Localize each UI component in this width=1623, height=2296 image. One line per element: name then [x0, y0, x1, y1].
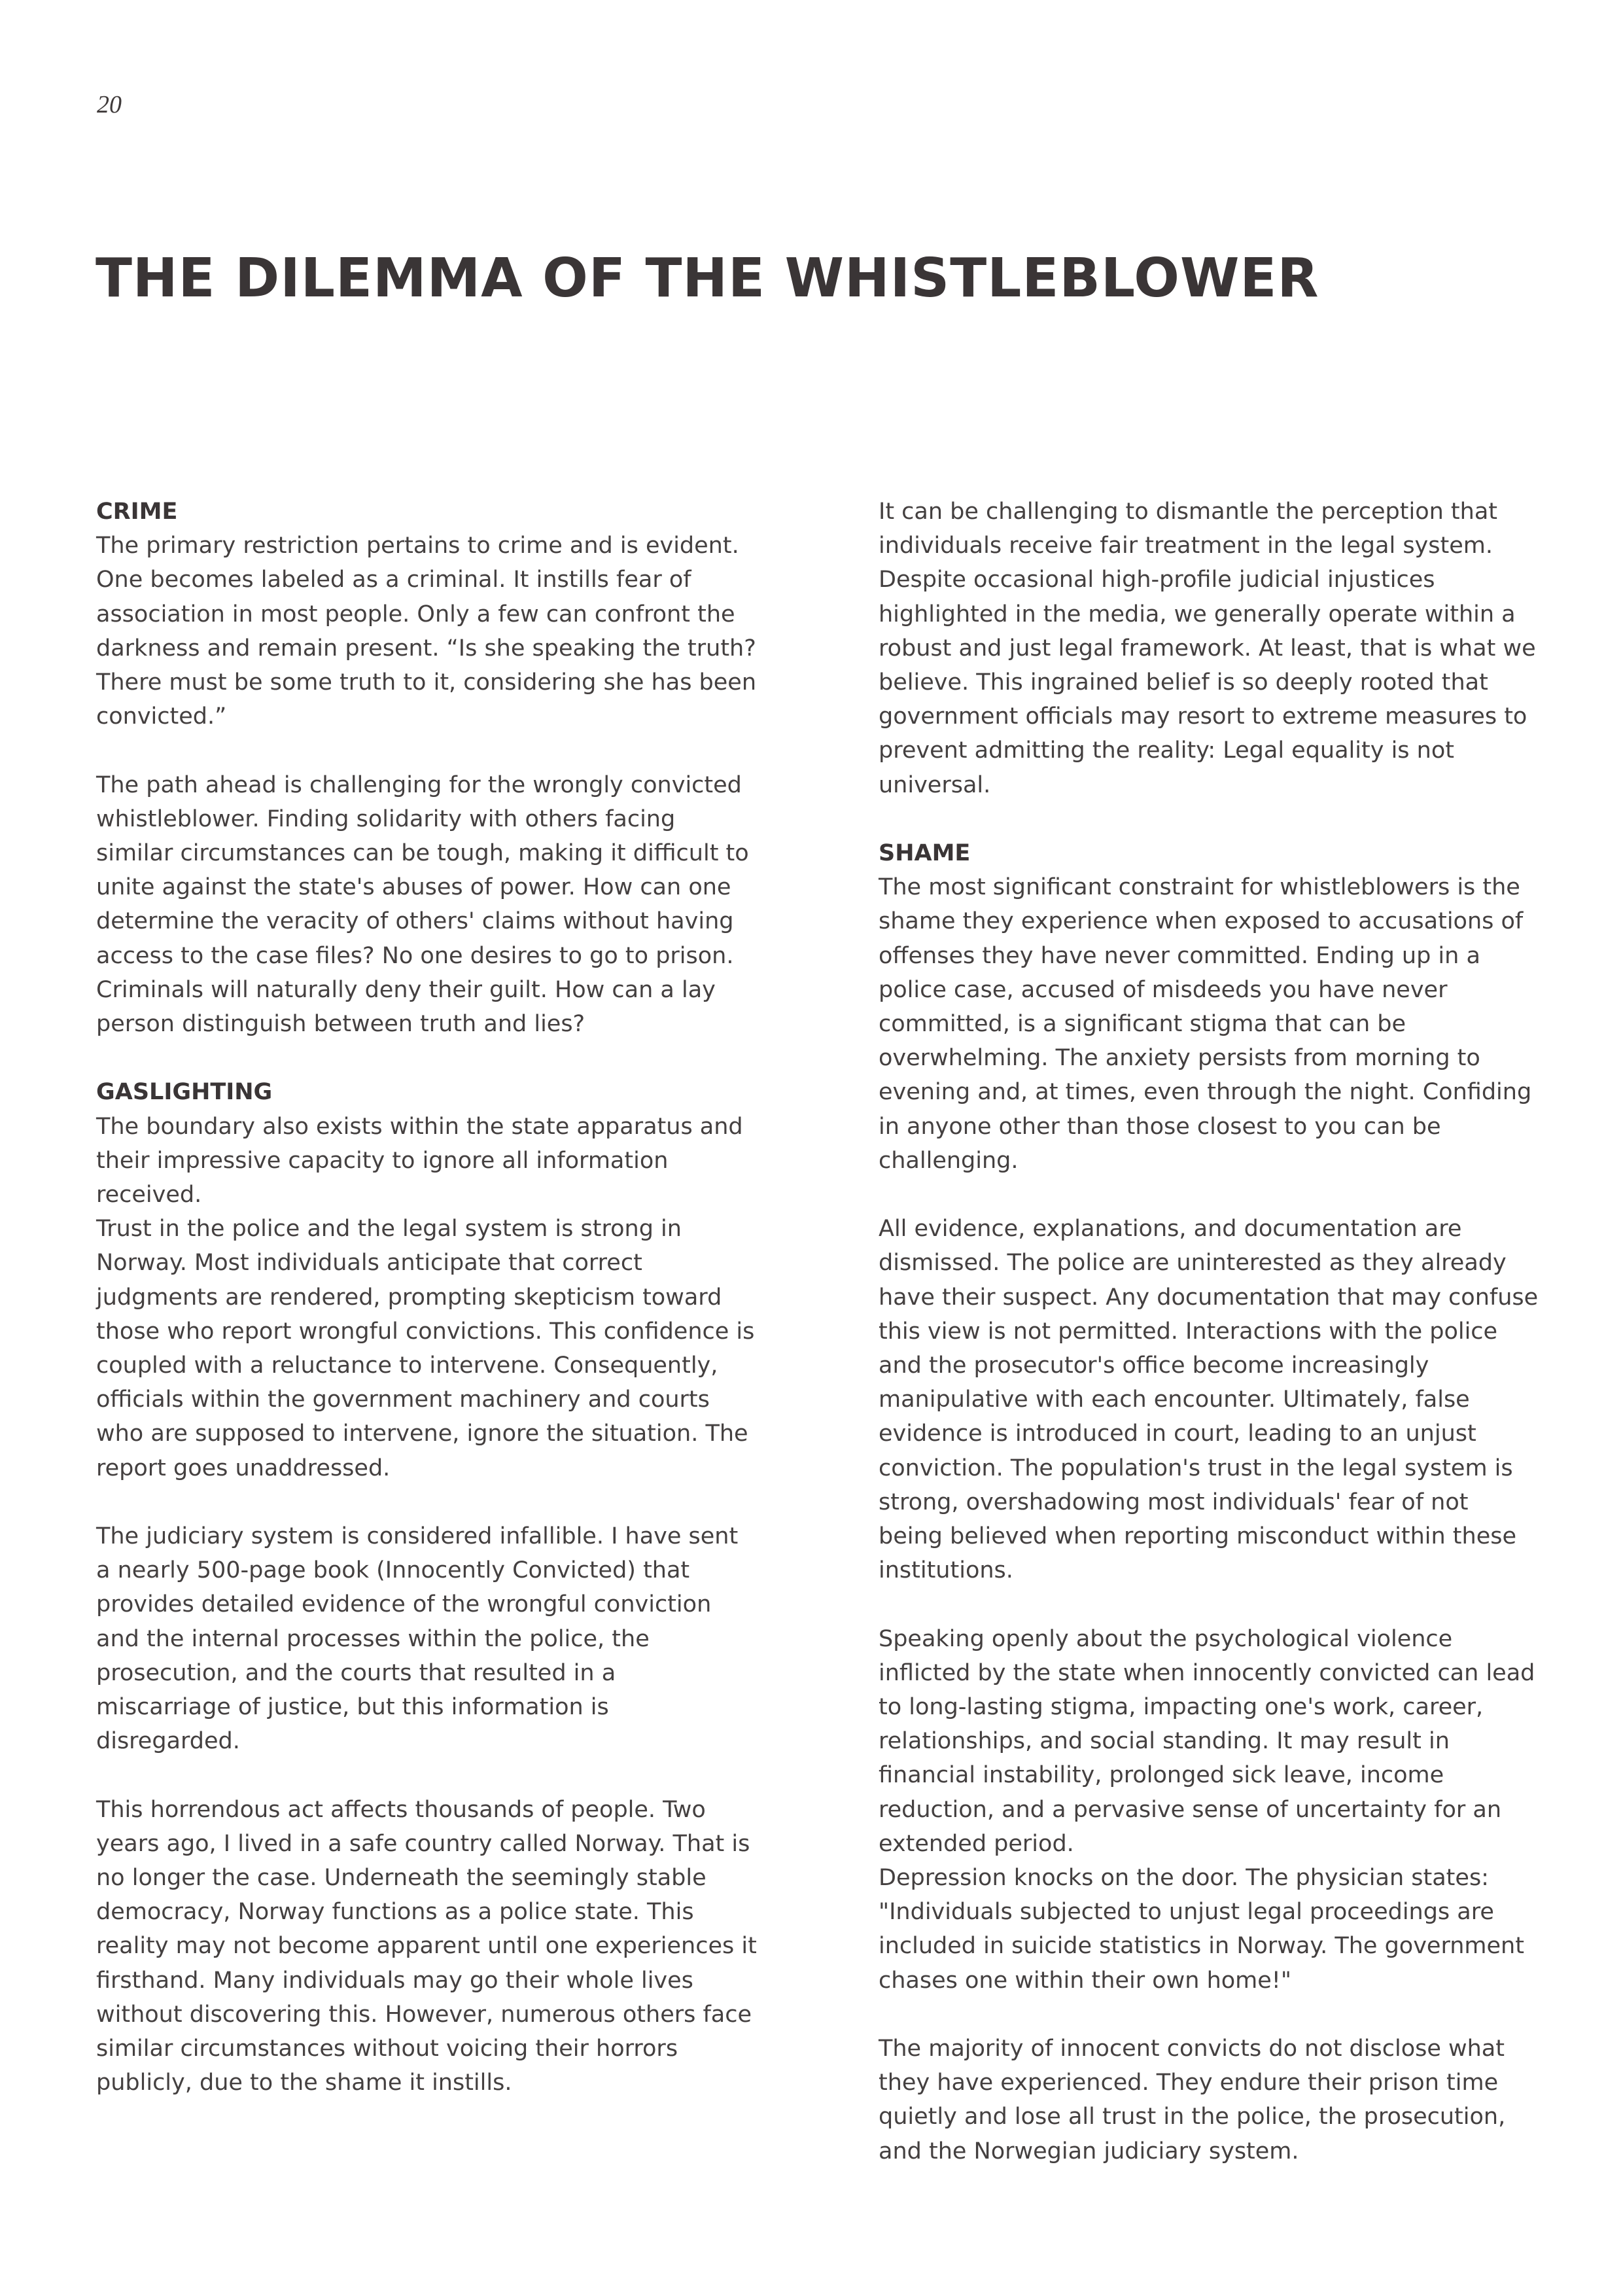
paragraph: Trust in the police and the legal system is strong in Norway. Most individuals anticipate that correct judgments are rendered, prompting skepticism toward those who report wrongful convictions. This confidence is coupled with a reluctance to intervene. Consequently, officials within the government machinery and courts who are supposed to intervene, ignore the situation. The report goes unaddressed.	[96, 1216, 755, 1481]
section-heading-gaslighting: GASLIGHTING	[96, 1079, 273, 1106]
paragraph: The boundary also exists within the state apparatus and their impressive capacity to ignore all information received.	[96, 1113, 743, 1209]
paragraph: It can be challenging to dismantle the perception that individuals receive fair treatment in the legal system. Despite occasional high-profile judicial injustices highlighted in the media, we generally operate within a robust and just legal framework. At least, that is what we believe. This ingrained belief is so deeply rooted that government officials may resort to extreme measures to prevent admitting the reality: Legal equality is not universal.	[879, 499, 1536, 798]
paragraph-gap	[879, 1178, 1539, 1212]
paragraph-gap	[96, 1485, 757, 1519]
page-number: 20	[97, 91, 122, 118]
paragraph: The path ahead is challenging for the wrongly convicted whistleblower. Finding solidarity with others facing similar circumstances can be tough, making it difficult to unite against the state's abuses of power. How can one determine the veracity of others' claims without having access to the case files? No one desires to go to prison. Criminals will naturally deny their guilt. How can a lay person distinguish between truth and lies?	[96, 771, 749, 1038]
section-heading-shame: SHAME	[879, 840, 971, 867]
paragraph-gap	[96, 1041, 757, 1075]
paragraph: Depression knocks on the door. The physician states: "Individuals subjected to unjust legal proceedings are included in suicide statistics in Norway. The government chases one within their own home!"	[879, 1865, 1524, 1994]
paragraph: Speaking openly about the psychological violence inflicted by the state when innocently convicted can lead to long-lasting stigma, impacting one's work, career, relationships, and social standing. It may result in financial instability, prolonged sick leave, income reduction, and a pervasive sense of uncertainty for an extended period.	[879, 1625, 1535, 1857]
right-column	[879, 495, 1539, 2168]
page-title: THE DILEMMA OF THE WHISTLEBLOWER	[96, 247, 1319, 309]
paragraph-gap	[879, 1587, 1539, 1621]
paragraph: The majority of innocent convicts do not disclose what they have experienced. They endure their prison time quietly and lose all trust in the police, the prosecution, and the Norwegian judiciary system.	[879, 2036, 1506, 2164]
paragraph: All evidence, explanations, and documentation are dismissed. The police are uninterested as they already have their suspect. Any documentation that may confuse this view is not permitted. Interactions with the police and the prosecutor's office become increasingly manipulative with each encounter. Ultimately, false evidence is introduced in court, leading to an unjust conviction. The population's trust in the legal system is strong, overshadowing most individuals' fear of not being believed when reporting misconduct within these institutions.	[879, 1216, 1539, 1584]
paragraph-gap	[879, 802, 1539, 836]
paragraph-gap	[96, 1758, 757, 1792]
section-heading-crime: CRIME	[96, 499, 178, 525]
paragraph: The most significant constraint for whistleblowers is the shame they experience when exposed to accusations of offenses they have never committed. Ending up in a police case, accused of misdeeds you have never committed, is a significant stigma that can be overwhelming. The anxiety persists from morning to evening and, at times, even through the night. Confiding in anyone other than those closest to you can be challenging.	[879, 874, 1532, 1174]
paragraph: The judiciary system is considered infallible. I have sent a nearly 500-page book (Innocently Convicted) that provides detailed evidence of the wrongful conviction and the internal processes within the police, the prosecution, and the courts that resulted in a miscarriage of justice, but this information is disregarded.	[96, 1523, 739, 1755]
left-column	[96, 495, 757, 2100]
paragraph-gap	[879, 1998, 1539, 2032]
paragraph-gap	[96, 733, 757, 768]
paragraph: The primary restriction pertains to crime and is evident. One becomes labeled as a criminal. It instills fear of association in most people. Only a few can confront the darkness and remain present. “Is she speaking the truth? There must be some truth to it, considering she has been convicted.”	[96, 533, 757, 730]
paragraph: This horrendous act affects thousands of people. Two years ago, I lived in a safe country called Norway. That is no longer the case. Underneath the seemingly stable democracy, Norway functions as a police state. This reality may not become apparent until one experiences it firsthand. Many individuals may go their whole lives without discovering this. However, numerous others face similar circumstances without voicing their horrors publicly, due to the shame it instills.	[96, 1796, 757, 2096]
